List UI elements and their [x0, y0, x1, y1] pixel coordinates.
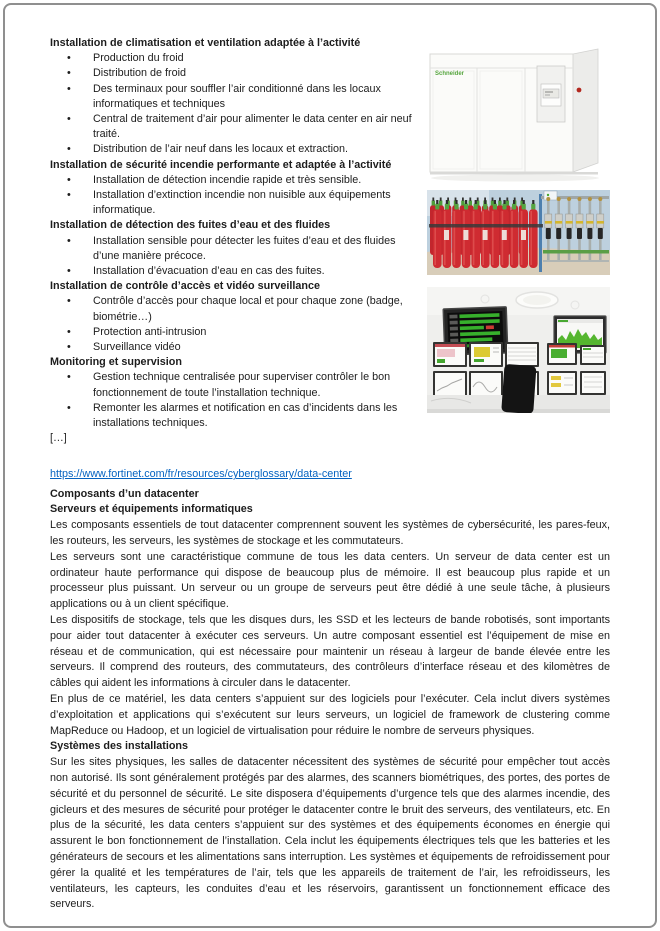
subsection-heading-systemes: Systèmes des installations: [50, 740, 189, 753]
list-item: • Distribution de froid: [50, 66, 413, 81]
hvac-indicator-light: [577, 88, 582, 93]
bullet-list-climatisation: [50, 51, 413, 157]
bullet-list-monitoring: [50, 370, 413, 431]
list-heading-fuites: Installation de détection des fuites d’eau et des fluides: [50, 219, 331, 232]
ellipsis-marker: […]: [50, 432, 67, 445]
list-item: • Gestion technique centralisée pour superviser contrôler le bon fonctionnement de toute l’installation technique.: [50, 370, 413, 400]
paragraph: Sur les sites physiques, les salles de datacenter nécessitent des systèmes de sécurité pour empêcher tout accès non autorisé. Ils sont généralement protégés par des alarmes, des scanners biométriques, des portes, des portes de sécurité et du personnel de sécurité. Le site disposera d’équipements d’urgence tels que des alarmes incendie, des gicleurs et des mesures de sécurité pour protéger le datacenter contre le bruit des serveurs, des ventilateurs, etc. En plus de la sécurité, les data centers s’appuient sur des systèmes et des équipements économes en énergie qui assurent le bon fonctionnement de l’installation. Cela inclut les équipements électriques tels que les batteries et les générateurs de secours et les alimentations sans interruption. Les systèmes et équipements de refroidissement pour gérer la qualité et les températures de l’air, tels que les appareils de traitement de l’air, les refroidisseurs, les ventilateurs, les capteurs, les conduites d’eau et les réservoirs, garantissent un fonctionnement efficace des serveurs.: [50, 756, 610, 911]
source-link[interactable]: https://www.fortinet.com/fr/resources/cyberglossary/data-center: [50, 468, 352, 481]
top-section: [50, 36, 610, 446]
installation-lists: [50, 36, 413, 446]
article-body: [50, 487, 610, 914]
paragraph: Les composants essentiels de tout datacenter comprennent souvent les systèmes de cybersécurité, les pares-feux, les routeurs, les serveurs, les systèmes de stockage et les commutateurs.: [50, 519, 610, 548]
list-item: • Production du froid: [50, 51, 413, 66]
list-item: • Installation sensible pour détecter les fuites d’eau et des fluides d’une manière précoce.: [50, 234, 413, 264]
list-item: • Installation d’extinction incendie non nuisible aux équipements informatique.: [50, 188, 413, 218]
list-item: • Central de traitement d’air pour alimenter le data center en air neuf traité.: [50, 112, 413, 142]
paragraph: En plus de ce matériel, les data centers s’appuient sur des logiciels pour l’exécuter. Cela inclut divers systèmes d’exploitation et applications qui s’exécutent sur leurs serveurs, un logiciel de framework de clustering comme MapReduce ou Hadoop, et un logiciel de virtualisation pour réduire le nombre de serveurs physiques.: [50, 693, 610, 737]
control-room-image: [427, 287, 610, 413]
paragraph: Les serveurs sont une caractéristique commune de tous les data centers. Un serveur de data center est un ordinateur haute performance qui dispose de beaucoup plus de mémoire. Il est beaucoup plus rapide et un processeur plus puissant. Un serveur ou un groupe de serveurs peut être dédié à une seule tâche, à plusieurs applications ou à un client spécifique.: [50, 550, 610, 611]
hvac-unit-image: [427, 44, 610, 184]
bullet-list-securite-incendie: [50, 173, 413, 219]
list-item: • Des terminaux pour souffler l’air conditionné dans les locaux informatiques et techniques: [50, 82, 413, 112]
list-item: • Protection anti-intrusion: [50, 325, 413, 340]
list-heading-controle-acces: Installation de contrôle d’accès et vidéo surveillance: [50, 280, 321, 293]
page-content: [50, 36, 610, 913]
list-item: • Surveillance vidéo: [50, 340, 413, 355]
source-link-line: [50, 467, 610, 482]
bullet-list-controle-acces: [50, 294, 413, 355]
operator-chair: [501, 364, 536, 413]
hvac-brand-logo: Schneider: [435, 71, 465, 77]
list-heading-monitoring: Monitoring et supervision: [50, 356, 182, 369]
fire-suppression-cylinders-image: [427, 190, 610, 275]
list-item: • Installation d’évacuation d’eau en cas des fuites.: [50, 264, 413, 279]
list-item: • Installation de détection incendie rapide et très sensible.: [50, 173, 413, 188]
article-title: Composants d’un datacenter: [50, 487, 199, 500]
paragraph: Les dispositifs de stockage, tels que les disques durs, les SSD et les lecteurs de bande robotisés, sont importants pour aider tout datacenter à exécuter ces serveurs. Un autre composant essentiel est l’équipement de mise en réseau et de communication, qui est nécessaire pour maintenir un réseau à largeur de bande élevée entre les serveurs. Il comprend des routeurs, des commutateurs, des contrôleurs d’interface réseau et des kilomètres de câbles qui aident les informations à circuler dans le datacenter.: [50, 614, 610, 690]
bullet-list-fuites: [50, 234, 413, 280]
list-heading-climatisation: Installation de climatisation et ventilation adaptée à l’activité: [50, 37, 361, 49]
photo-column: [427, 36, 610, 413]
list-item: • Remonter les alarmes et notification en cas d’incidents dans les installations techniques.: [50, 401, 413, 431]
list-item: • Contrôle d’accès pour chaque local et pour chaque zone (badge, biométrie…): [50, 294, 413, 324]
subsection-heading-serveurs: Serveurs et équipements informatiques: [50, 503, 253, 516]
list-heading-securite-incendie: Installation de sécurité incendie performante et adaptée à l’activité: [50, 158, 392, 171]
list-item: • Distribution de l’air neuf dans les locaux et extraction.: [50, 142, 413, 157]
